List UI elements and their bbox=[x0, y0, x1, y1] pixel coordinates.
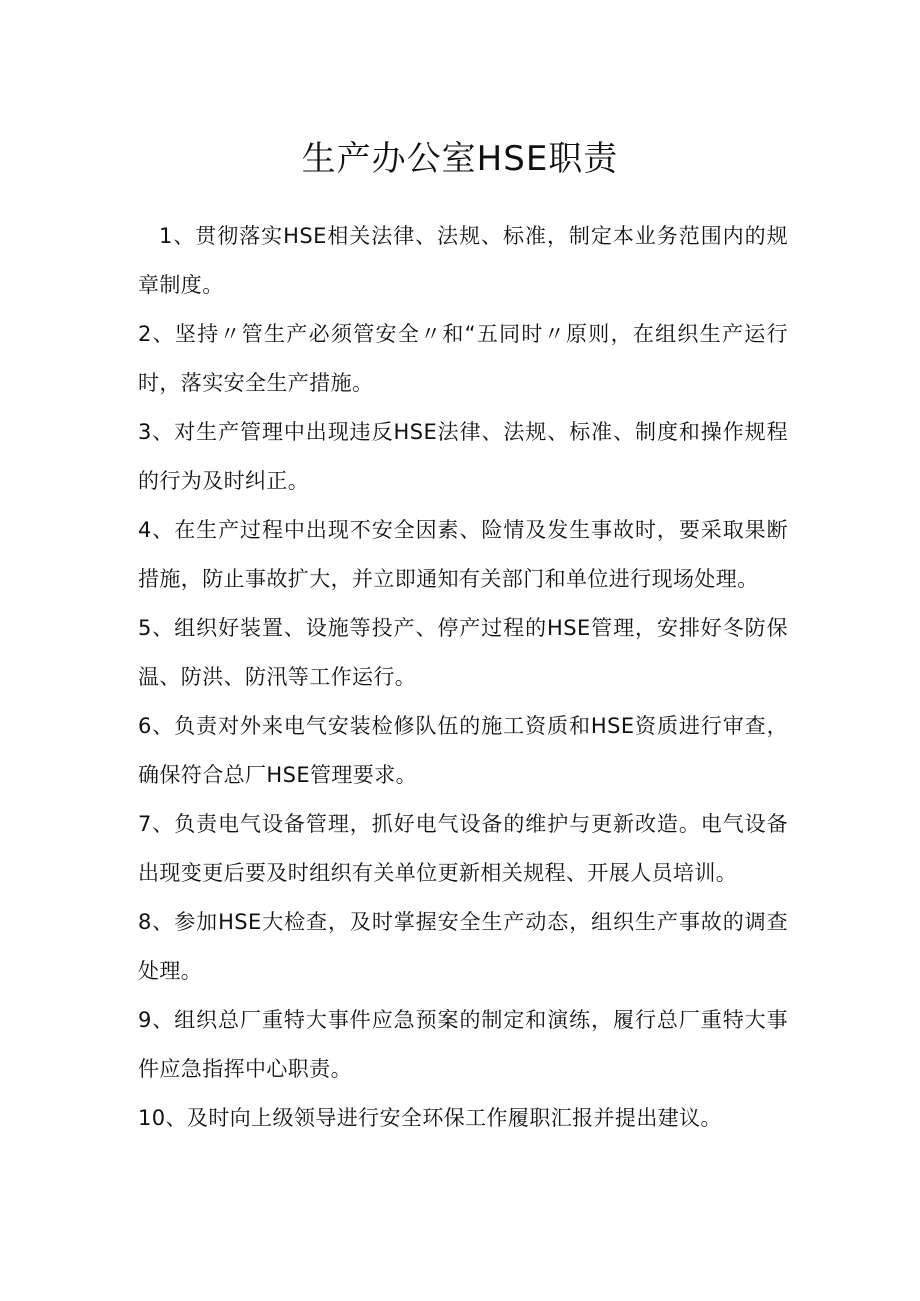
duty-list bbox=[138, 212, 788, 1143]
duty-item-2: 2、坚持〃管生产必须管安全〃和“五同时〃原则，在组织生产运行时，落实安全生产措施。 bbox=[138, 322, 788, 395]
duty-item-3: 3、对生产管理中出现违反HSE法律、法规、标准、制度和操作规程的行为及时纠正。 bbox=[138, 420, 788, 493]
duty-item-9: 9、组织总厂重特大事件应急预案的制定和演练，履行总厂重特大事件应急指挥中心职责。 bbox=[138, 1008, 788, 1081]
page-title: 生产办公室HSE职责 bbox=[301, 139, 619, 179]
duty-item-8: 8、参加HSE大检查，及时掌握安全生产动态，组织生产事故的调查处理。 bbox=[138, 910, 788, 983]
duty-item-10: 10、及时向上级领导进行安全环保工作履职汇报并提出建议。 bbox=[138, 1106, 722, 1130]
duty-item-6: 6、负责对外来电气安装检修队伍的施工资质和HSE资质进行审查，确保符合总厂HSE管理要求。 bbox=[138, 714, 788, 787]
duty-item-5: 5、组织好装置、设施等投产、停产过程的HSE管理，安排好冬防保温、防洪、防汛等工作运行。 bbox=[138, 616, 788, 689]
duty-item-4: 4、在生产过程中出现不安全因素、险情及发生事故时，要采取果断措施，防止事故扩大，并立即通知有关部门和单位进行现场处理。 bbox=[138, 518, 788, 591]
duty-item-7: 7、负责电气设备管理，抓好电气设备的维护与更新改造。电气设备出现变更后要及时组织有关单位更新相关规程、开展人员培训。 bbox=[138, 812, 788, 885]
duty-item-1: 1、贯彻落实HSE相关法律、法规、标准，制定本业务范围内的规章制度。 bbox=[138, 224, 788, 297]
